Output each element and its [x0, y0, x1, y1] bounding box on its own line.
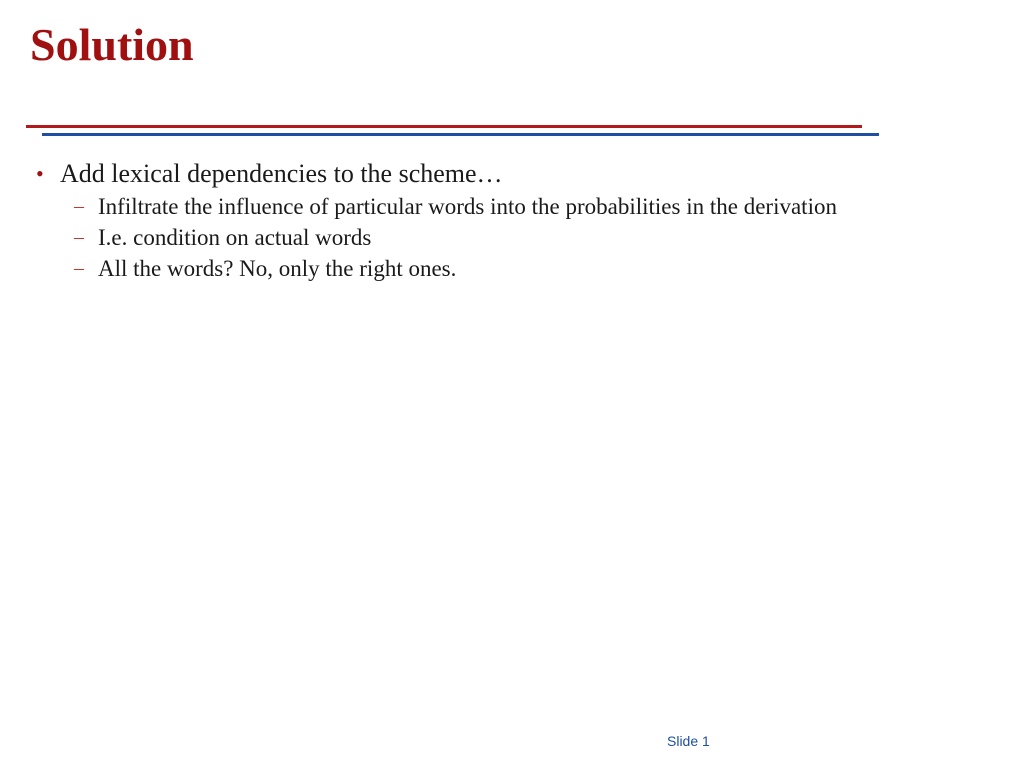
- dash-icon: –: [74, 257, 84, 279]
- sub-bullet-item: [74, 191, 916, 222]
- dash-icon: –: [74, 226, 84, 248]
- title-underline-red: [26, 125, 862, 128]
- sub-bullet-text: I.e. condition on actual words: [98, 225, 372, 250]
- sub-bullet-item: [74, 253, 916, 284]
- title-underline-blue: [42, 133, 879, 136]
- bullet-icon: •: [36, 161, 44, 186]
- sub-bullet-item: [74, 222, 916, 253]
- sub-bullet-text: All the words? No, only the right ones.: [98, 256, 457, 281]
- slide-body: [36, 157, 916, 284]
- slide-number: Slide 1: [667, 733, 710, 749]
- sub-bullet-list: [36, 191, 916, 284]
- bullet-text: Add lexical dependencies to the scheme…: [60, 159, 503, 188]
- dash-icon: –: [74, 195, 84, 217]
- bullet-item: [36, 157, 916, 191]
- sub-bullet-text: Infiltrate the influence of particular words into the probabilities in the derivation: [98, 194, 837, 219]
- slide-title: Solution: [30, 19, 194, 70]
